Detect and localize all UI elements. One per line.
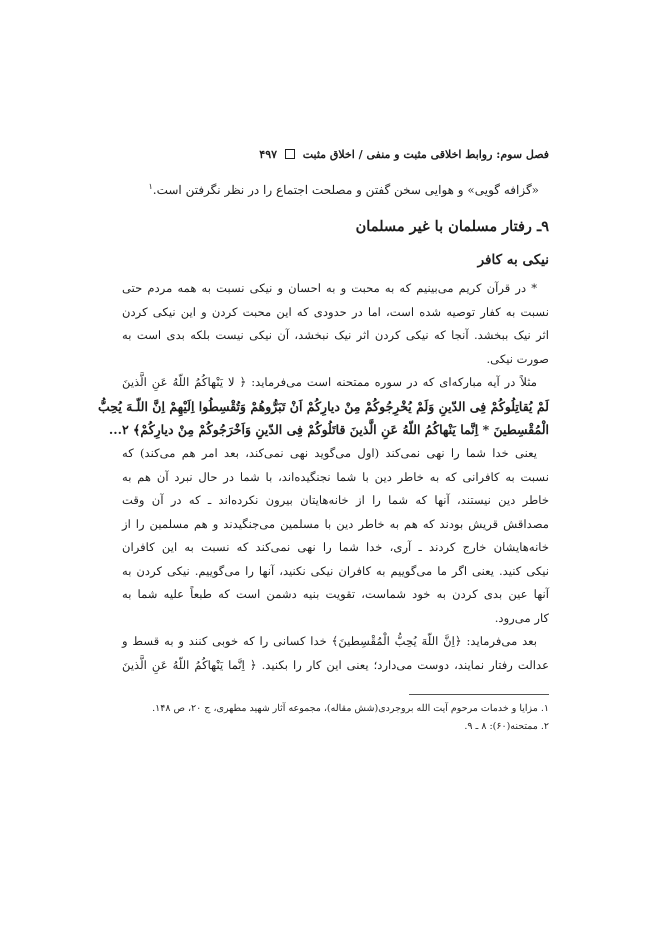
footnote-ref-1: ۱ — [148, 182, 153, 191]
paragraph-2 — [98, 371, 549, 442]
paragraph-line: اثر نیک ببخشد. آنجا که نیکی کردن اثر نیک نبخشد، آن نیکی نیست بلکه بدی است به — [122, 328, 549, 342]
paragraph-line: یعنی خدا شما را نهی نمی‌کند (اول می‌گوید نهی نمی‌کند، بعد امر هم می‌کند) که — [122, 446, 537, 460]
continuation-text: «گزافه گویی» و هوایی سخن گفتن و مصلحت اجتماع را در نظر نگرفتن است. — [152, 183, 539, 197]
paragraph-4 — [122, 630, 549, 677]
paragraph-line: * در قرآن کریم می‌بینیم که به محبت و به احسان و نیکی نسبت به همه مردم حتی — [122, 281, 537, 295]
page-number: ۴۹۷ — [259, 148, 278, 161]
paragraph-line: کار می‌رود. — [494, 610, 549, 625]
running-title: فصل سوم: روابط اخلاقی مثبت و منفی / اخلاق مثبت — [302, 148, 549, 161]
quran-verse-line: الْمُقْسِطینَ * اِنَّما یَنْهاکُمُ اللّهُ عَنِ الَّذینَ قاتَلُوکُمْ فِی الدّینِ وَاَخْرَجُوکُمْ مِنْ دیارِکُمْ﴾ ۲... — [108, 422, 549, 437]
paragraph-line: خاطر دین نیستند، آنها که شما را از خانه‌هایتان بیرون نکرده‌اند ـ که در آن وقت — [122, 493, 549, 507]
paragraph-line: عدالت رفتار نمایند، دوست می‌دارد؛ یعنی این کار را بکنید. ﴿ اِنَّما یَنْهاکُمُ اللّهُ عَنِ الَّذینَ — [122, 657, 549, 672]
paragraph-line: مصداقش قریش بودند که هم به خاطر دین با مسلمین می‌جنگیدند و هم مسلمین را از — [122, 516, 549, 531]
paragraph-line: صورت نیکی. — [486, 351, 549, 366]
paragraph-3 — [122, 442, 549, 630]
quran-verse-line: لَمْ یُقاتِلُوکُمْ فِی الدّینِ وَلَمْ یُخْرِجُوکُمْ مِنْ دیارِکُمْ اَنْ تَبَرُّوهُمْ وَتُقْسِطُوا اِلَیْهِمْ اِنَّ اللّـهَ یُحِبُّ — [98, 398, 549, 414]
paragraph-line: نیکی کنید. یعنی اگر ما می‌گوییم به کافران نیکی نکنید، آنها را می‌گوییم. نیکی کردن به — [122, 563, 549, 578]
paragraph-line: خانه‌هایشان خارج کردند ـ آری، خدا شما را نهی نمی‌کند که نسبت به این کافران — [122, 540, 549, 554]
paragraph-line: نسبت به کافرانی که به خاطر دین با شما نجنگیده‌اند، با شما در حال نبرد آن هم به — [122, 469, 549, 484]
paragraph-line: آنها عین بدی کردن به خود شماست، تقویت بنیه دشمن است که طبعاً علیه شما به — [122, 587, 549, 601]
running-header — [122, 148, 549, 161]
paragraph-line: مثلاً در آیه مبارکه‌ای که در سوره ممتحنه است می‌فرماید: ﴿ لا یَنْهاکُمُ اللّهُ عَنِ الَّذینَ — [122, 375, 537, 389]
subsection-title: نیکی به کافر — [477, 252, 549, 268]
paragraph-line: نسبت به کفار توصیه شده است، اما در حدودی که این محبت کردن و این نیکی کردن — [122, 304, 549, 319]
continuation-line — [122, 182, 539, 197]
paragraph-1 — [122, 277, 549, 371]
footnote-divider — [409, 694, 549, 695]
footnote-2: ۲. ممتحنه(۶۰): ۸ ـ ۹. — [464, 721, 549, 732]
section-title: ۹ـ رفتار مسلمان با غیر مسلمان — [355, 218, 549, 235]
square-separator-icon — [285, 149, 295, 159]
footnote-1: ۱. مزایا و خدمات مرحوم آیت الله بروجردی(شش مقاله)، مجموعه آثار شهید مطهری، ج ۲۰، ص ۱۴۸. — [152, 703, 549, 714]
paragraph-line: بعد می‌فرماید: ﴿اِنَّ اللّهَ یُحِبُّ الْمُقْسِطینَ﴾ خدا کسانی را که خوبی کنند و به قسط و — [122, 634, 537, 648]
text-block — [98, 0, 549, 935]
